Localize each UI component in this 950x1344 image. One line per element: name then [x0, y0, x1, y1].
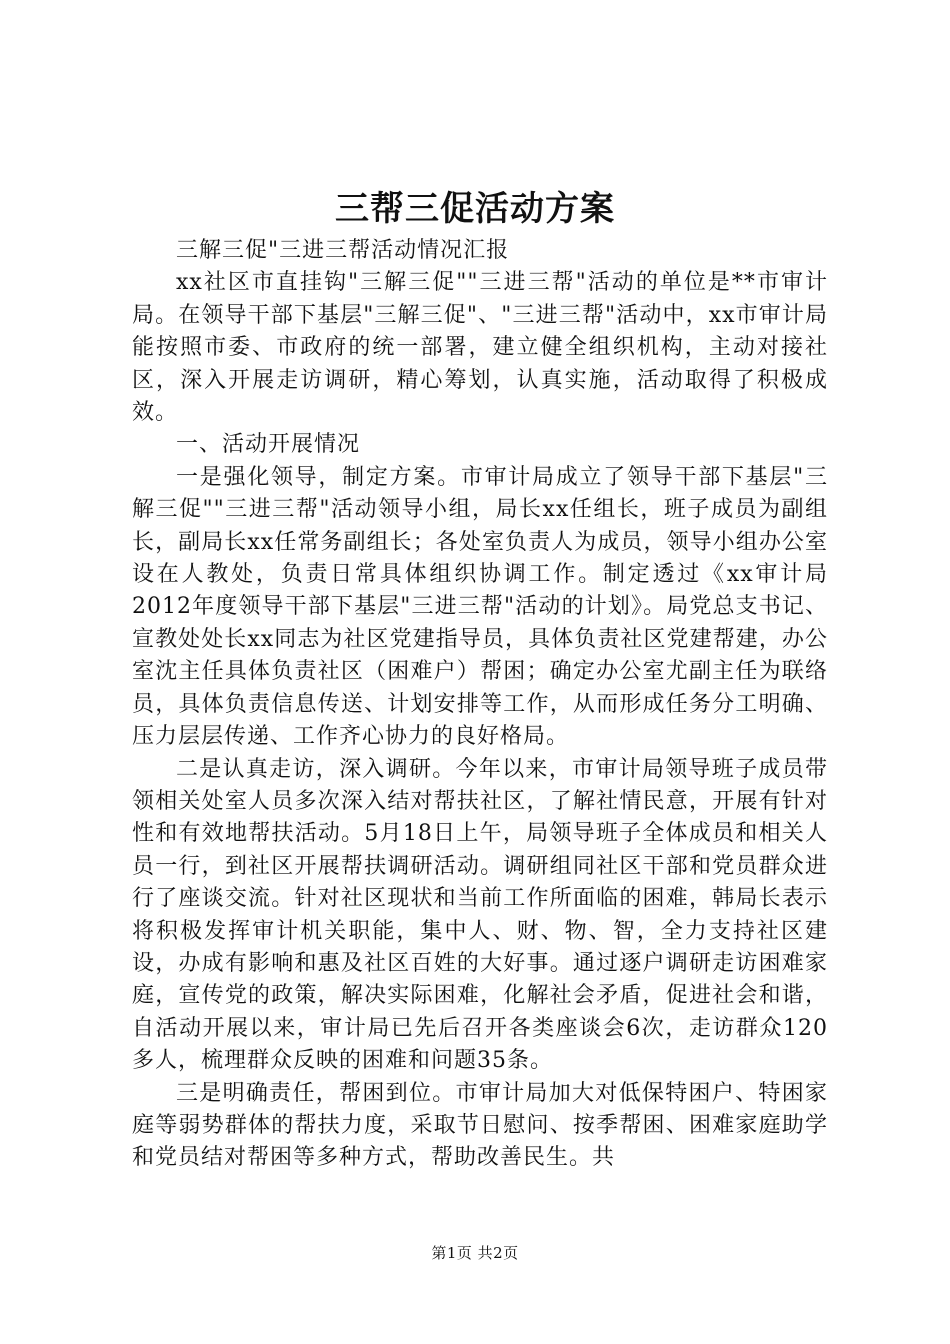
document-title: 三帮三促活动方案: [335, 189, 615, 229]
body-paragraph-subtitle: 三解三促"三进三帮活动情况汇报: [176, 238, 510, 263]
section-heading: 一、活动开展情况: [176, 432, 361, 458]
document-body: [132, 235, 828, 1175]
body-paragraph-intro: xx社区市直挂钩"三解三促""三进三帮"活动的单位是**市审计局。在领导干部下基层"三解三促"、"三进三帮"活动中，xx市审计局能按照市委、市政府的统一部署，建立健全组织机构，主动对接社区，深入开展走访调研，精心筹划，认真实施，活动取得了积极成效。: [132, 270, 828, 426]
body-paragraph-visits: 二是认真走访，深入调研。今年以来，市审计局领导班子成员带领相关处室人员多次深入结对帮扶社区，了解社情民意，开展有针对性和有效地帮扶活动。5月18日上午，局领导班子全体成员和相关人员一行，到社区开展帮扶调研活动。调研组同社区干部和党员群众进行了座谈交流。针对社区现状和当前工作所面临的困难，韩局长表示将积极发挥审计机关职能，集中人、财、物、智，全力支持社区建设，办成有影响和惠及社区百姓的大好事。通过逐户调研走访困难家庭，宣传党的政策，解决实际困难，化解社会矛盾，促进社会和谐，自活动开展以来，审计局已先后召开各类座谈会6次，走访群众120多人，梳理群众反映的困难和问题35条。: [132, 756, 828, 1074]
body-paragraph-leadership: 一是强化领导，制定方案。市审计局成立了领导干部下基层"三解三促""三进三帮"活动领导小组，局长xx任组长，班子成员为副组长，副局长xx任常务副组长；各处室负责人为成员，领导小组办公室设在人教处，负责日常具体组织协调工作。制定透过《xx审计局2012年度领导干部下基层"三进三帮"活动的计划》。局党总支书记、宣教处处长xx同志为社区党建指导员，具体负责社区党建帮建，办公室沈主任具体负责社区（困难户）帮困；确定办公室尤副主任为联络员，具体负责信息传送、计划安排等工作，从而形成任务分工明确、压力层层传递、工作齐心协力的良好格局。: [132, 464, 828, 750]
body-paragraph-responsibility: 三是明确责任，帮困到位。市审计局加大对低保特困户、特困家庭等弱势群体的帮扶力度，采取节日慰问、按季帮困、困难家庭助学和党员结对帮困等多种方式，帮助改善民生。共: [132, 1080, 828, 1171]
page-footer: 第1页 共2页: [431, 1244, 519, 1262]
